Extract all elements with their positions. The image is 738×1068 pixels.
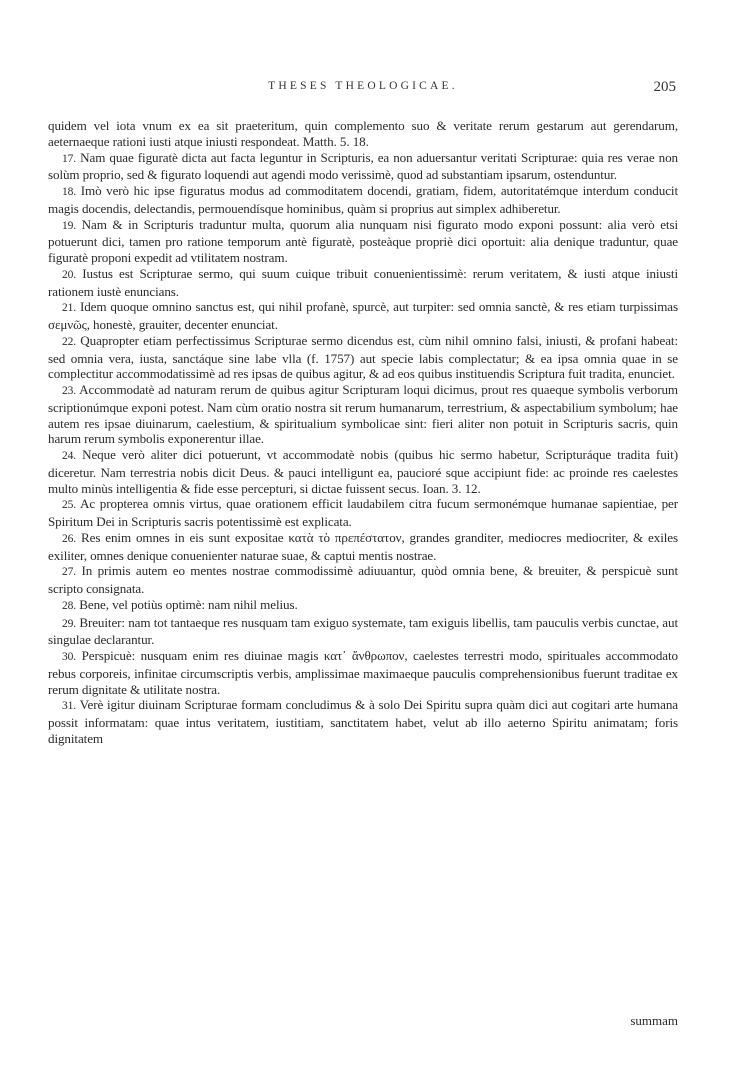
paragraph-number: 31. — [62, 700, 77, 713]
paragraph-text: Nam quae figuratè dicta aut facta leguntur in Scripturis, ea non aduersantur veritati Scripturae: quia res verae non solùm proprio, sed & figurato loquendi aut agendi modo verissimè, quod ad substantiam ipsarum, ostenduntur. — [48, 149, 678, 183]
paragraph-22 — [48, 333, 678, 382]
paragraph-24 — [48, 447, 678, 496]
body-text — [48, 118, 678, 747]
paragraph-number: 27. — [62, 566, 77, 579]
paragraph-number: 19. — [62, 219, 77, 232]
paragraph-26 — [48, 530, 678, 564]
paragraph-text: Ac propterea omnis virtus, quae orationem efficit laudabilem citra fucum sermonémque humanae sapientiae, per Spiritum Dei in Scripturis sacris potentissimè est explicata. — [48, 496, 679, 529]
paragraph-number: 30. — [62, 651, 77, 663]
paragraph-25 — [48, 496, 678, 530]
paragraph-number: 24. — [62, 450, 77, 462]
paragraph-continuation — [48, 118, 678, 150]
paragraph-text: Breuiter: nam tot tantaeque res nusquam tam exiguo systemate, tam exiguis libellis, tam pauculis verbis cunctae, aut singulae declarantur. — [48, 614, 678, 648]
paragraph-text: Imò verò hic ipse figuratus modus ad commoditatem docendi, gratiam, fidem, autoritatémque interdum conducit magis docendis, delectandis, permouendísque hominibus, quàm si proprius aut simplex adhiberetur. — [48, 183, 678, 216]
paragraph-number: 23. — [62, 385, 77, 397]
paragraph-30 — [48, 648, 678, 697]
paragraph-17 — [48, 150, 678, 184]
paragraph-29 — [48, 615, 678, 649]
paragraph-number: 22. — [62, 335, 77, 348]
paragraph-text: Res enim omnes in eis sunt expositae κατὰ τὸ πρεπέστατον, grandes granditer, mediocres mediocriter, & exiles exiliter, omnes denique conuenienter naturae suae, & captui mentis nostrae. — [48, 529, 678, 563]
paragraph-text: Nam & in Scripturis traduntur multa, quorum alia nunquam nisi figurato modo exponi possunt: alia verò etsi potuerunt dici, tamen pro ratione temporum antè figuratè, posteàque propriè dici oportuit: alia denique traduntur, quae figuratè proponi expedit ad vtilitatem nostram. — [48, 216, 678, 265]
paragraph-number: 29. — [62, 617, 77, 630]
page-number: 205 — [653, 79, 676, 95]
paragraph-text: Neque verò aliter dici potuerunt, vt accommodatè nobis (quibus hic sermo habetur, Scripturáque tradita fuit) diceretur. Nam terrestria nobis dicit Deus. & pauci intelligunt ea, paucioré sque accipiunt fide: ac proinde res caelestes multo minùs intelligentia & fide esse percepturi, si dictae fuissent secus. Ioan. 3. 12. — [48, 447, 678, 496]
paragraph-text: Quapropter etiam perfectissimus Scripturae sermo dicendus est, cùm nihil omnino falsi, iniusti, & profani habeat: sed omnia vera, iusta, sanctáque sine labe vlla (f. 1757) aut specie labis complectatur; & ea ipsa omnia quae in se complectitur accommodatissimè ad res ipsas de quibus agitur, & ad eos quibus instituendis Scriptura fuit tradita, enunciet. — [48, 332, 678, 382]
catchword: summam — [630, 1013, 678, 1028]
running-title: THESES THEOLOGICAE. — [268, 80, 458, 92]
paragraph-number: 26. — [62, 532, 77, 545]
paragraph-21 — [48, 299, 678, 333]
paragraph-number: 18. — [62, 186, 77, 198]
paragraph-text: quidem vel iota vnum ex ea sit praeteritum, quin complemento suo & veritate rerum gestarum aut gerendarum, aeternaeque rationi iusti atque iniusti respondeat. Matth. 5. 18. — [48, 118, 678, 149]
paragraph-text: Idem quoque omnino sanctus est, qui nihil profanè, spurcè, aut turpiter: sed omnia sanctè, & res etiam turpissimas σεμνῶς, honestè, grauiter, decenter enunciat. — [48, 299, 678, 332]
paragraph-text: Perspicuè: nusquam enim res diuinae magis κατ᾽ ἄνθρωπον, caelestes terrestri modo, spirituales accommodato rebus corporeis, infinitae circumscriptis verbis, amplissimae maximaeque pauculis comprehensionibus fuerunt traditae ex rerum dignitate & utilitate nostra. — [48, 648, 678, 697]
paragraph-19 — [48, 217, 678, 266]
page-header — [48, 80, 678, 100]
paragraph-number: 25. — [62, 499, 77, 512]
paragraph-number: 20. — [62, 268, 77, 281]
paragraph-text: Verè igitur diuinam Scripturae formam concludimus & à solo Dei Spiritu supra quàm dici aut cogitari arte humana possit informatam: quae intus veritatem, iustitiam, sanctitatem habet, velut ab illo aeterno Spiritu animatam; foris dignitatem — [48, 697, 679, 746]
paragraph-23 — [48, 382, 678, 447]
paragraph-number: 17. — [62, 152, 77, 165]
paragraph-text: Bene, vel potiùs optimè: nam nihil melius. — [79, 596, 298, 612]
paragraph-text: Accommodatè ad naturam rerum de quibus agitur Scripturam loqui dicimus, prout res quaeque symbolis verborum scriptionúmque exponi potest. Nam cùm oratio nostra sit rerum humanarum, terrestrium, & aspectabilium symbolum; hae autem res ipsae diuinarum, caelestium, & spiritualium symbolicae sint: fieri aliter non potuit in Scripturis sacris, quin harum rerum symbolis exponerentur illae. — [48, 382, 678, 447]
paragraph-31 — [48, 697, 678, 746]
paragraph-text: Iustus est Scripturae sermo, qui suum cuique tribuit conuenientissimè: rerum veritatem, & iusti atque iniusti rationem iustè enuncians. — [48, 265, 678, 299]
paragraph-28 — [48, 597, 678, 615]
paragraph-27 — [48, 563, 678, 597]
paragraph-number: 21. — [62, 302, 77, 315]
paragraph-20 — [48, 266, 678, 300]
paragraph-18 — [48, 183, 678, 217]
paragraph-number: 28. — [62, 599, 77, 612]
paragraph-text: In primis autem eo mentes nostrae commodissimè adiuuantur, quòd omnia bene, & breuiter, & perspicuè sunt scripto consignata. — [48, 563, 678, 596]
